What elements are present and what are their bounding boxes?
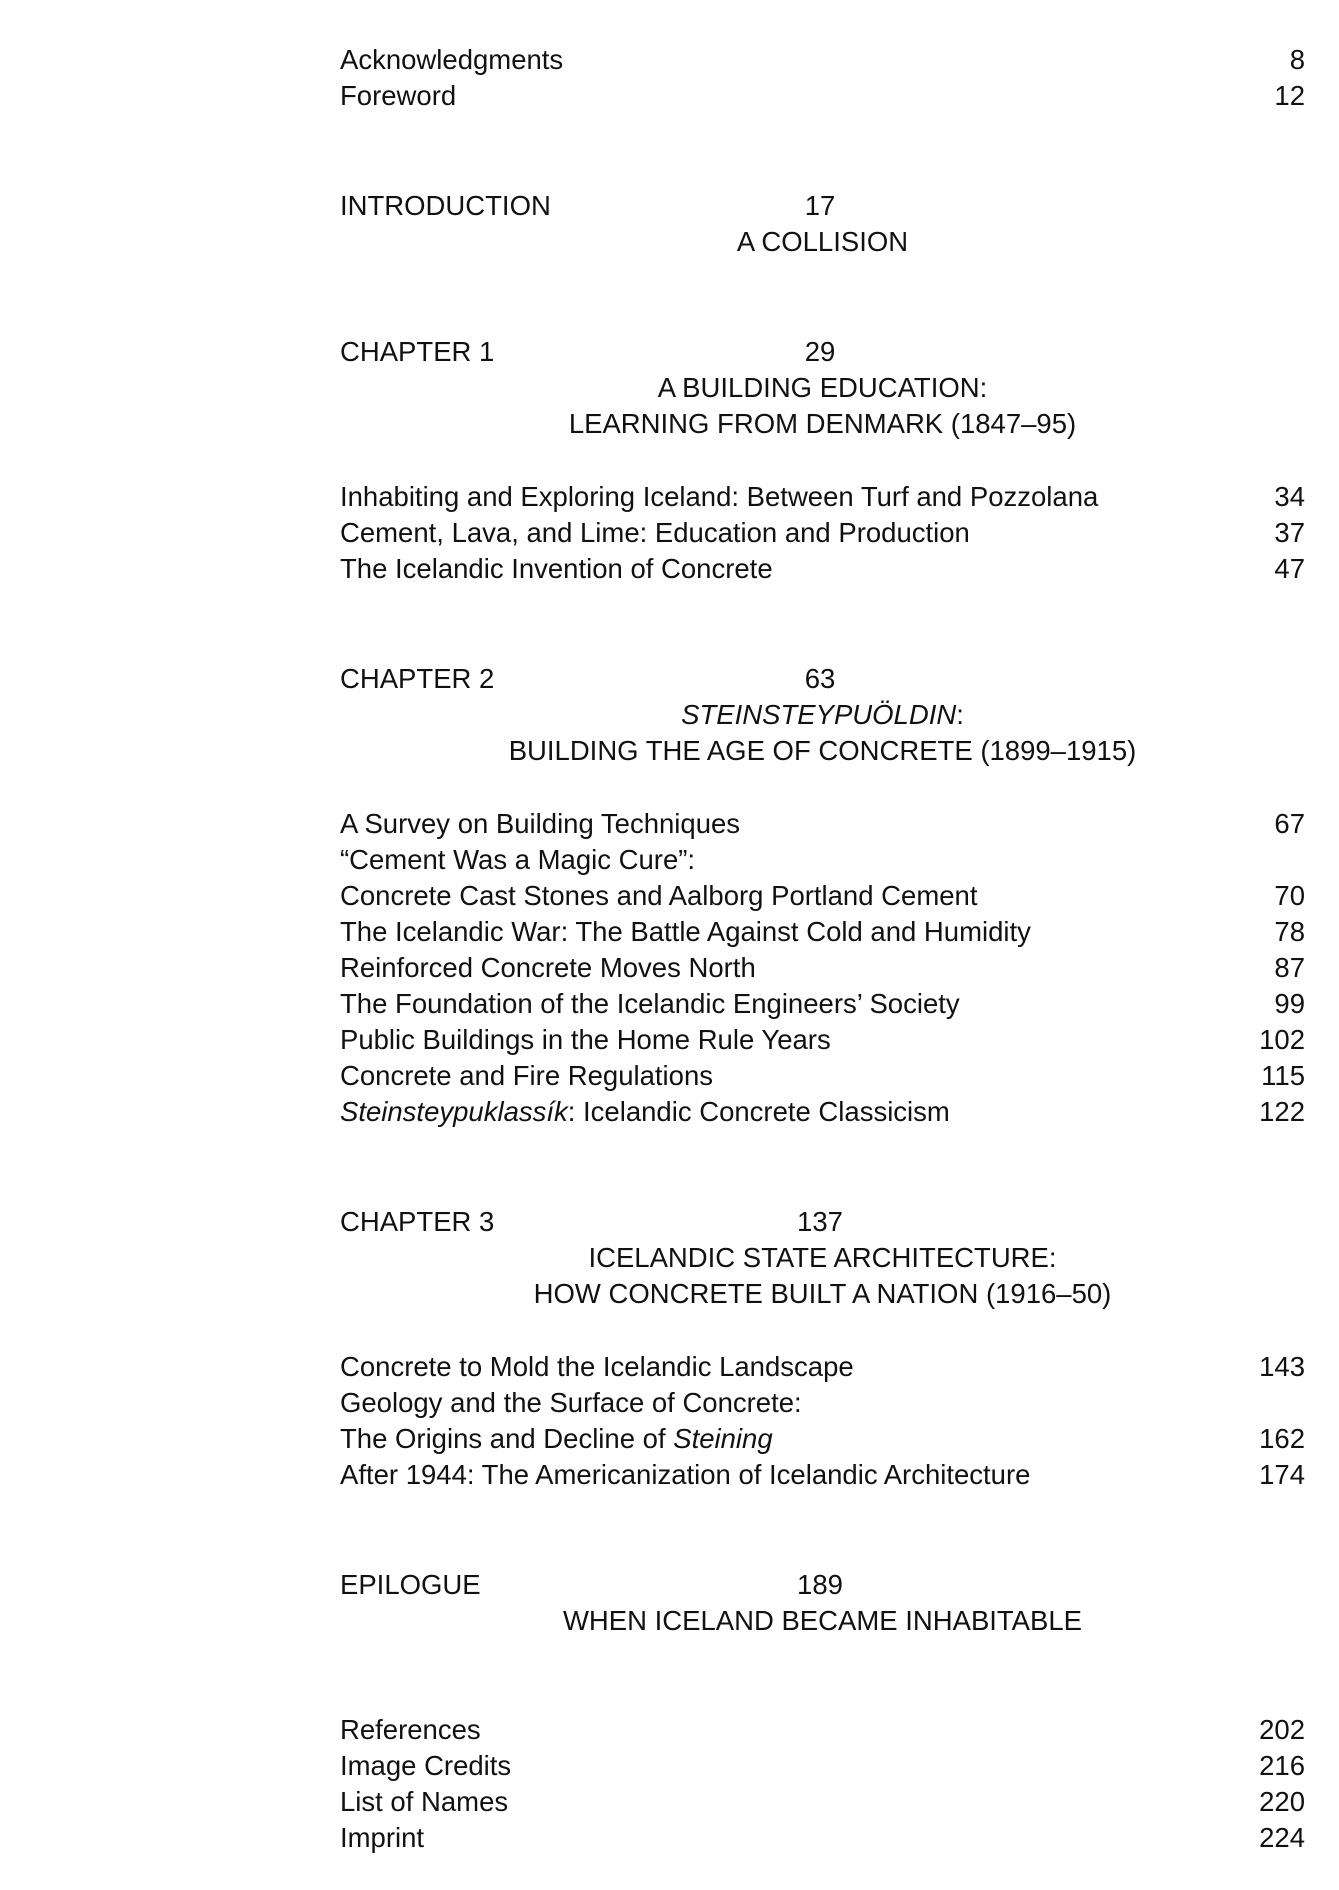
toc-entry-title: A Survey on Building Techniques: [340, 808, 741, 839]
toc-entry-page: 143: [1259, 1351, 1305, 1382]
toc-entry-list-of-names[interactable]: [340, 1784, 1305, 1820]
chapter3-label[interactable]: CHAPTER 3: [340, 1206, 495, 1237]
toc-entry-title: Acknowledgments: [340, 44, 564, 75]
toc-entry[interactable]: [340, 1022, 1305, 1058]
chapter2-title-colon: :: [956, 699, 964, 730]
toc-entry-references[interactable]: [340, 1712, 1305, 1748]
epilogue-label[interactable]: EPILOGUE: [340, 1569, 481, 1600]
toc-entry-title: Cement, Lava, and Lime: Education and Production: [340, 517, 970, 548]
toc-entry-page: 162: [1259, 1423, 1305, 1454]
toc-entry-page: 34: [1274, 481, 1305, 512]
toc-entry-page: 174: [1259, 1459, 1305, 1490]
toc-entry[interactable]: [340, 1058, 1305, 1094]
toc-entry-page: 70: [1274, 880, 1305, 911]
toc-entry-page: 122: [1259, 1096, 1305, 1127]
chapter2-title-line1: [340, 697, 1305, 733]
toc-entry-title: Image Credits: [340, 1750, 512, 1781]
toc-entry[interactable]: [340, 806, 1305, 842]
toc-entry-page: 202: [1259, 1714, 1305, 1745]
toc-entry-acknowledgments[interactable]: [340, 42, 1305, 78]
toc-entry[interactable]: [340, 1457, 1305, 1493]
chapter1-title-line1: A BUILDING EDUCATION:: [657, 372, 988, 403]
epilogue-title: WHEN ICELAND BECAME INHABITABLE: [562, 1605, 1083, 1636]
toc-entry[interactable]: [340, 842, 1305, 878]
chapter1-label[interactable]: CHAPTER 1: [340, 336, 495, 367]
toc-entry-title: Reinforced Concrete Moves North: [340, 952, 756, 983]
toc-entry-page: 115: [1261, 1060, 1305, 1091]
toc-entry-page: 216: [1259, 1750, 1305, 1781]
chapter1-title-line2: LEARNING FROM DENMARK (1847–95): [568, 408, 1077, 439]
toc-entry-page: 99: [1274, 988, 1305, 1019]
toc-entry[interactable]: [340, 1349, 1305, 1385]
toc-entry-page: 224: [1259, 1822, 1305, 1853]
chapter2-page: 63: [804, 663, 836, 694]
toc-entry-title: Concrete Cast Stones and Aalborg Portland Cement: [340, 880, 978, 911]
toc-entry-title: Foreword: [340, 80, 457, 111]
toc-entry-title: The Icelandic Invention of Concrete: [340, 553, 773, 584]
toc-entry[interactable]: [340, 878, 1305, 914]
toc-entry[interactable]: [340, 914, 1305, 950]
toc-entry-page: 37: [1274, 517, 1305, 548]
toc-entry-page: 47: [1274, 553, 1305, 584]
toc-entry-title: Public Buildings in the Home Rule Years: [340, 1024, 831, 1055]
introduction-page: 17: [804, 190, 836, 221]
toc-entry[interactable]: [340, 986, 1305, 1022]
toc-entry-title: Concrete and Fire Regulations: [340, 1060, 713, 1091]
toc-entry[interactable]: [340, 1385, 1305, 1421]
toc-entry-title-italic: Steinsteypuklassík: [340, 1096, 568, 1127]
chapter3-title-line1: ICELANDIC STATE ARCHITECTURE:: [588, 1242, 1057, 1273]
toc-entry-title: “Cement Was a Magic Cure”:: [340, 844, 696, 875]
toc-entry-imprint[interactable]: [340, 1820, 1305, 1856]
toc-entry[interactable]: [340, 1421, 1305, 1457]
toc-entry-page: 78: [1274, 916, 1305, 947]
toc-entry[interactable]: [340, 551, 1305, 587]
toc-entry-title: Inhabiting and Exploring Iceland: Between Turf and Pozzolana: [340, 481, 1099, 512]
toc-entry[interactable]: [340, 1094, 1305, 1130]
chapter2-title-italic: STEINSTEYPUÖLDIN: [681, 699, 957, 730]
toc-entry-title: Concrete to Mold the Icelandic Landscape: [340, 1351, 854, 1382]
toc-entry[interactable]: [340, 479, 1305, 515]
introduction-title: A COLLISION: [736, 226, 909, 257]
toc-entry-page: 12: [1274, 80, 1305, 111]
toc-entry-title: References: [340, 1714, 481, 1745]
toc-entry-title-rest: : Icelandic Concrete Classicism: [567, 1096, 950, 1127]
toc-entry-title: [340, 1094, 950, 1130]
toc-entry-title: [340, 1421, 773, 1457]
chapter3-page: 137: [797, 1206, 843, 1237]
toc-entry-page: 220: [1259, 1786, 1305, 1817]
epilogue-page: 189: [797, 1569, 843, 1600]
chapter1-page: 29: [804, 336, 836, 367]
toc-entry[interactable]: [340, 950, 1305, 986]
toc-entry-page: 67: [1274, 808, 1305, 839]
toc-entry-title-rest: The Origins and Decline of: [340, 1423, 674, 1454]
toc-entry-page: 102: [1259, 1024, 1305, 1055]
toc-entry-title: The Foundation of the Icelandic Engineers’ Society: [340, 988, 960, 1019]
toc-entry-title: After 1944: The Americanization of Icelandic Architecture: [340, 1459, 1031, 1490]
toc-entry-foreword[interactable]: [340, 78, 1305, 114]
introduction-label[interactable]: INTRODUCTION: [340, 190, 551, 221]
toc-entry-title-italic: Steining: [673, 1423, 773, 1454]
toc-entry-page: 87: [1274, 952, 1305, 983]
chapter2-title-line2: BUILDING THE AGE OF CONCRETE (1899–1915): [508, 735, 1137, 766]
chapter3-title-line2: HOW CONCRETE BUILT A NATION (1916–50): [533, 1278, 1112, 1309]
toc-entry[interactable]: [340, 515, 1305, 551]
toc-entry-image-credits[interactable]: [340, 1748, 1305, 1784]
toc-entry-title: Geology and the Surface of Concrete:: [340, 1387, 802, 1418]
toc-entry-title: List of Names: [340, 1786, 509, 1817]
chapter2-label[interactable]: CHAPTER 2: [340, 663, 495, 694]
toc-entry-title: Imprint: [340, 1822, 425, 1853]
toc-entry-title: The Icelandic War: The Battle Against Cold and Humidity: [340, 916, 1031, 947]
toc-entry-page: 8: [1289, 44, 1305, 75]
